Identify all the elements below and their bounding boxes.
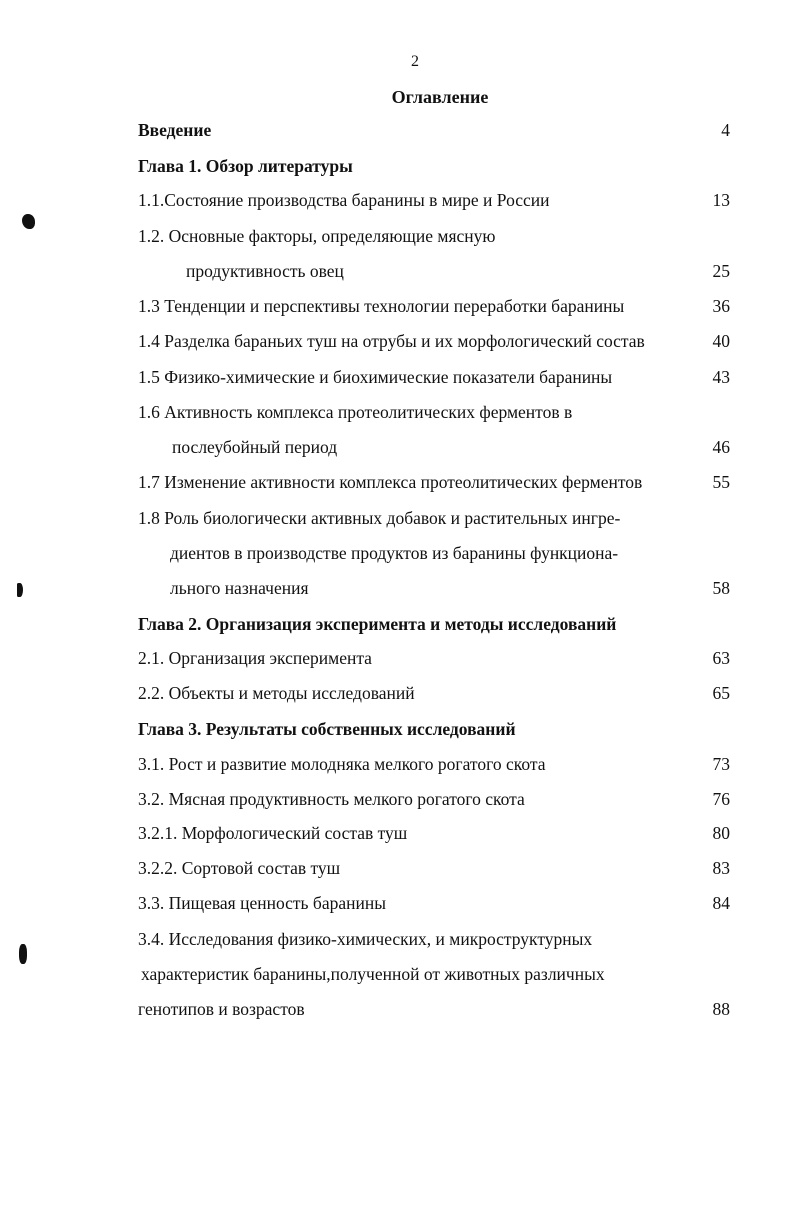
toc-entry-text: 3.2. Мясная продуктивность мелкого рогатого скота — [138, 789, 525, 809]
toc-entry — [138, 506, 730, 530]
toc-entry-continuation — [138, 259, 730, 283]
toc-entry — [138, 188, 730, 212]
toc-entry — [138, 118, 730, 142]
toc-entry-text: 1.5 Физико-химические и биохимические показатели баранины — [138, 367, 613, 387]
toc-entry — [138, 329, 730, 353]
toc-entry-text: 1.2. Основные факторы, определяющие мясную — [138, 226, 496, 246]
toc-entry-text: Глава 3. Результаты собственных исследований — [138, 719, 516, 739]
toc-entry — [138, 752, 730, 776]
toc-entry-text: 1.7 Изменение активности комплекса протеолитических ферментов — [138, 472, 643, 492]
toc-entry-text: 1.6 Активность комплекса протеолитических ферментов в — [138, 402, 573, 422]
toc-entry-text: 3.2.1. Морфологический состав туш — [138, 823, 408, 843]
toc-entry-text: генотипов и возрастов — [138, 999, 305, 1019]
toc-entry — [138, 891, 730, 915]
page-number: 2 — [411, 53, 419, 70]
toc-entry — [138, 646, 730, 670]
toc-entry-page: 88 — [712, 999, 730, 1019]
toc-entry-page: 73 — [712, 754, 730, 774]
toc-entry-text: 1.8 Роль биологически активных добавок и растительных ингре- — [138, 508, 621, 528]
toc-entry — [138, 400, 730, 424]
toc-entry-text: Глава 2. Организация эксперимента и методы исследований — [138, 614, 617, 634]
toc-entry — [138, 927, 730, 951]
toc-entry-page: 76 — [712, 789, 730, 809]
toc-entry-continuation — [138, 962, 730, 986]
toc-entry-text: Введение — [138, 120, 212, 140]
toc-entry-continuation — [138, 997, 730, 1021]
page-title: Оглавление — [391, 87, 489, 107]
toc-entry-text: 3.3. Пищевая ценность баранины — [138, 893, 386, 913]
toc-entry-page: 46 — [712, 437, 730, 457]
toc-entry-text: 3.1. Рост и развитие молодняка мелкого рогатого скота — [138, 754, 546, 774]
toc-entry-page: 40 — [712, 331, 730, 351]
toc-entry-page: 4 — [721, 120, 730, 140]
toc-entry-text: послеубойный период — [172, 437, 338, 457]
toc-entry-continuation — [138, 541, 730, 565]
toc-entry-text: продуктивность овец — [186, 261, 344, 281]
toc-entry-page: 43 — [712, 367, 730, 387]
toc-entry-text: 1.4 Разделка бараньих туш на отрубы и их морфологический состав — [138, 331, 645, 351]
toc-entry-page: 80 — [712, 823, 730, 843]
toc-entry-continuation — [138, 435, 730, 459]
toc-entry-page: 63 — [712, 648, 730, 668]
scan-speck — [19, 944, 27, 964]
toc-entry — [138, 821, 730, 845]
toc-entry-text: 2.2. Объекты и методы исследований — [138, 683, 415, 703]
toc-entry-text: Глава 1. Обзор литературы — [138, 156, 353, 176]
scan-speck — [17, 583, 23, 597]
toc-chapter — [138, 717, 730, 741]
toc-entry-page: 83 — [712, 858, 730, 878]
toc-entry — [138, 681, 730, 705]
toc-entry-text: 3.4. Исследования физико-химических, и микроструктурных — [138, 929, 593, 949]
toc-entry-text: характеристик баранины,полученной от животных различных — [141, 964, 605, 984]
toc-entry — [138, 787, 730, 811]
toc-entry-page: 36 — [712, 296, 730, 316]
toc-entry-text: 1.3 Тенденции и перспективы технологии переработки баранины — [138, 296, 625, 316]
toc-entry-page: 58 — [712, 578, 730, 598]
toc-entry — [138, 224, 730, 248]
toc-entry — [138, 856, 730, 880]
toc-entry-continuation — [138, 576, 730, 600]
toc-entry-text: 2.1. Организация эксперимента — [138, 648, 372, 668]
toc-entry-text: 1.1.Состояние производства баранины в мире и России — [138, 190, 550, 210]
toc-entry — [138, 470, 730, 494]
toc-entry-text: диентов в производстве продуктов из баранины функциона- — [170, 543, 619, 563]
toc-entry-text: 3.2.2. Сортовой состав туш — [138, 858, 341, 878]
scan-speck — [22, 214, 35, 229]
toc-entry-text: льного назначения — [170, 578, 309, 598]
toc-entry-page: 13 — [712, 190, 730, 210]
toc-entry-page: 25 — [712, 261, 730, 281]
toc-chapter — [138, 612, 730, 636]
toc-entry-page: 55 — [712, 472, 730, 492]
toc-entry — [138, 294, 730, 318]
toc-entry — [138, 365, 730, 389]
toc-chapter — [138, 154, 730, 178]
toc-entry-page: 65 — [712, 683, 730, 703]
toc-entry-page: 84 — [712, 893, 730, 913]
